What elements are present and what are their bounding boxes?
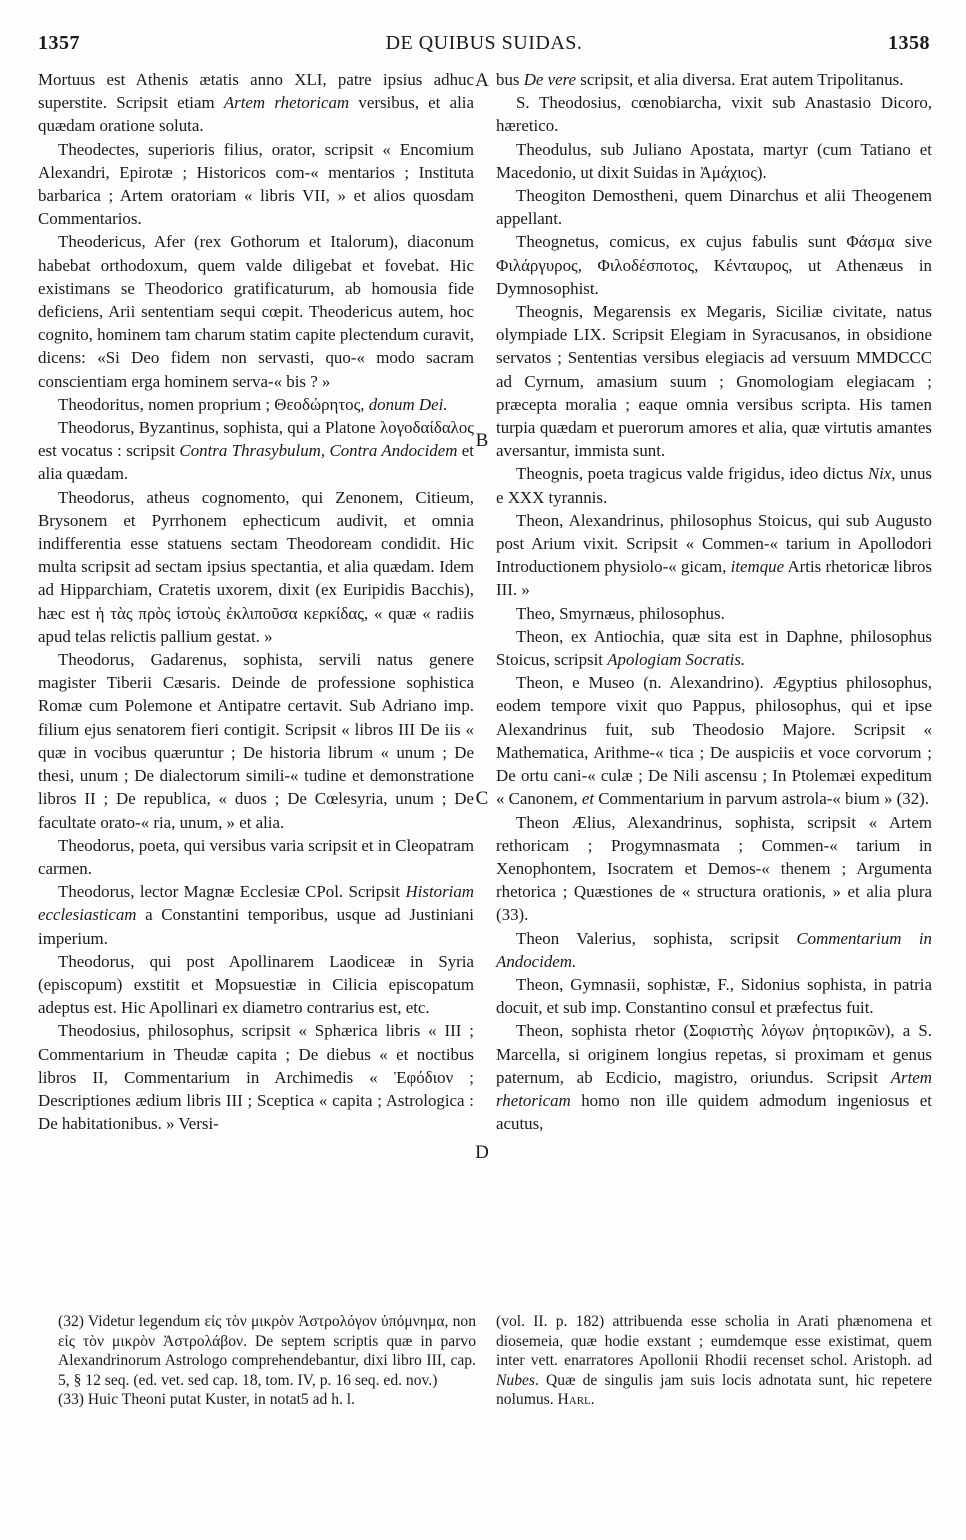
text-run: Theodectes, superioris filius, orator, scripsit « Encomium Alexandri, Epirotæ ; Historicos com-« mentarios ; Instituta barbarica ; Artem oratoriam « libris VII, » et alios quosdam Commentarios. [38, 139, 474, 229]
italic-text: Nix [867, 464, 892, 484]
entry-paragraph [496, 138, 932, 184]
italic-text: Artem rhetoricam [496, 1067, 932, 1110]
margin-letter-b: B [475, 430, 489, 451]
text-run: bus [496, 70, 524, 89]
text-run: Theo, Smyrnæus, philosophus. [516, 603, 725, 623]
text-run: a Constantini temporibus, usque ad Justiniani imperium. [38, 905, 474, 948]
margin-letter-c: C [475, 788, 489, 809]
right-column [496, 68, 932, 1135]
running-title: DE QUIBUS SUIDAS. [385, 32, 583, 54]
italic-text: donum Dei. [368, 394, 448, 414]
text-run: Theogiton Demostheni, quem Dinarchus et alii Theogenem appellant. [496, 186, 932, 229]
left-column [38, 68, 474, 1135]
text-run: (33) Huic Theoni putat Kuster, in notat5 ad h. l. [58, 1391, 356, 1408]
entry-paragraph [496, 973, 932, 1019]
entry-paragraph [38, 834, 474, 880]
italic-text: Artem rhetoricam [223, 93, 350, 113]
text-run: . Quæ de singulis jam suis locis adnotata sunt, hic repetere nolumus. [496, 1371, 932, 1408]
entry-paragraph [496, 811, 932, 927]
italic-text: De vere [523, 70, 577, 89]
text-run: Theodorus, Gadarenus, sophista, servili natus genere magister Tiberii Cæsaris. Deinde de professione sophistica Romæ cum Polemone et Antipatre certavit. Sub Adriano imp. filium ejus senatorem fieri contigit. Scripsit « libros III De iis « quæ in vocibus quæruntur ; De historia librum « unum ; De thesi, unum ; De dialectorum simili-« tudine et demonstratione libros II ; De republica, « duos ; De Cœlesyria, unum ; De facultate orato-« ria, unum, » et alia. [38, 650, 474, 832]
entry-paragraph [496, 602, 932, 625]
entry-paragraph [38, 230, 474, 392]
text-run: Theon, sophista rhetor (Σοφιστὴς λόγων ῥητορικῶν), a S. Marcella, si originem longius repetas, si proximam et genus paternum, ab Ecdicio, magistro, oriundus. Scripsit [496, 1021, 932, 1087]
text-run: (32) Videtur legendum εἰς τὸν μικρὸν Ἀστρολόγον ὑπόμνημα, non εἰς τὸν μικρὸν Ἀστρολάβον. De septem scriptis quæ in parvo Alexandrinorum Astrologo comprehendebantur, dixi libro III, cap. 5, § 12 seq. (ed. vet. sed cap. 18, tom. IV, p. 16 seq. ed. nov.) [58, 1313, 476, 1389]
text-run: Theodorus, poeta, qui versibus varia scripsit et in Cleopatram carmen. [38, 835, 474, 878]
italic-text: et [581, 789, 595, 809]
margin-letter-a: A [475, 70, 489, 91]
entry-paragraph [38, 393, 474, 416]
italic-text: Apologiam Socratis. [607, 650, 746, 670]
margin-letter-d: D [475, 1142, 489, 1163]
italic-text: Commentarium in Andocidem. [496, 928, 932, 971]
text-run: Theognis, poeta tragicus valde frigidus, ideo dictus [516, 464, 868, 484]
text-run: Theodoritus, nomen proprium ; Θεοδώρητος, [58, 394, 369, 414]
entry-paragraph [496, 927, 932, 973]
entry-paragraph [496, 1019, 932, 1135]
text-run: et alia quædam. [38, 441, 474, 484]
entry-paragraph [38, 1019, 474, 1135]
text-run: (vol. II. p. 182) attribuenda esse scholia in Arati phænomena et diosemeia, quæ hodie exstant ; eumdemque esse existimat, quem inter vett. enarratores Apollonii Rhodii recenset schol. Aristoph. ad [496, 1313, 932, 1369]
entry-paragraph [38, 486, 474, 648]
text-run: Commentarium in parvum astrola-« bium » (32). [594, 789, 929, 809]
text-run: Theognetus, comicus, ex cujus fabulis sunt Φάσμα sive Φιλάργυρος, Φιλοδέσποτος, Κένταυρος, ut Athenæus in Dymnosophist. [496, 232, 932, 298]
italic-text: Nubes [496, 1371, 535, 1389]
text-run: Theodorus, qui post Apollinarem Laodiceæ in Syria (episcopum) exstitit et Mopsuestiæ in Cilicia episcopatum adeptus est. Hic Apollinari ex diametro contrarius est, etc. [38, 951, 474, 1018]
text-run: Theon, Gymnasii, sophistæ, F., Sidonius sophista, in patria docuit, et sub imp. Constantino consul et præfectus fuit. [496, 974, 932, 1018]
text-run: Theodorus, lector Magnæ Ecclesiæ CPol. Scripsit [58, 882, 406, 902]
entry-paragraph [496, 91, 932, 137]
running-header [38, 32, 930, 60]
footnote [58, 1390, 476, 1410]
entry-paragraph [38, 648, 474, 834]
text-run: S. Theodosius, cœnobiarcha, vixit sub Anastasio Dicoro, hæretico. [496, 93, 932, 136]
entry-paragraph [496, 509, 932, 602]
text-run: Mortuus est Athenis ætatis anno XLI, patre ipsius adhuc superstite. Scripsit etiam [38, 70, 474, 113]
page-number-left: 1357 [38, 32, 80, 54]
italic-text: Historiam ecclesiasticam [38, 882, 474, 925]
small-caps-text: Harl. [557, 1391, 595, 1408]
text-run: , unus e XXX tyrannis. [496, 464, 932, 507]
entry-paragraph [38, 416, 474, 486]
text-run: Theodorus, atheus cognomento, qui Zenonem, Citieum, Brysonem et Pyrrhonem ephecticum audivit, et omnia indifferentia esse statuens sectam Theodoream condidit. Hic multa scripsit ad sectam ipsius spectantia, et alia quædam. Idem ad Hipparchiam, Cratetis uxorem, dixit (ex Euripidis Bacchis), hæc est ἡ τὰς πρὸς ἱστοὺς ἐκλιποῦσα κερκίδας, « quæ « radiis apud telas relictis pallium gestat. » [38, 487, 474, 646]
text-run: Theodericus, Afer (rex Gothorum et Italorum), diaconum habebat orthodoxum, quem valde diligebat et fovebat. Hic existimans se Theodorico gratificaturum, ab homousia fide deficiens, Arii sententiam sequi cœpit. Theodericus autem, hoc cognito, hominem tam charum statim capite plectendum curavit, dicens: «Si Deo fidem non servasti, quo-« modo sacram conscientiam erga hominem serva-« bis ? » [38, 232, 474, 391]
italic-text: Contra Thrasybulum, Contra Andocidem [179, 441, 458, 461]
text-run: versibus, et alia quædam oratione soluta. [38, 93, 474, 136]
text-run: Theon Valerius, sophista, scripsit [516, 928, 797, 948]
text-run: Theodosius, philosophus, scripsit « Sphærica libris « III ; Commentarium in Theudæ capita ; De diebus « et noctibus libros II, Commentarium in Archimedis « Ἐφόδιον ; Descriptiones ædium libris III ; Sceptica « capita ; Astrologica : De habitationibus. » Versi- [38, 1021, 474, 1134]
entry-paragraph [38, 68, 474, 138]
text-run: Theon, e Museo (n. Alexandrino). Ægyptius philosophus, eodem tempore vixit quo Pappus, philosophus, qui et ipse Alexandrinus fuit, sub Theodosio Majore. Scripsit « Mathematica, Arithme-« tica ; De auspiciis et voce corvorum ; De ortu cani-« culæ ; De Nili ascensu ; In Ptolemæi expeditum « Canonem, [496, 673, 932, 809]
entry-paragraph [496, 462, 932, 508]
footnotes-right [496, 1312, 932, 1410]
entry-paragraph [496, 625, 932, 671]
entry-paragraph [496, 184, 932, 230]
footnotes-left [58, 1312, 476, 1410]
footnote [58, 1312, 476, 1390]
text-run: Theognis, Megarensis ex Megaris, Siciliæ civitate, natus olympiade LIX. Scripsit Elegiam in Syracusanos, in obsidione servatos ; Sententias versibus elegiacis ad versuum MMDCCC ad Cyrnum, amasium suum ; Gnomologiam elegiacam ; præcepta moralia ; eaque omnia versibus scripta. His tamen turpia quædam et puerorum amores et alia, quæ virtutis amantes aversantur, immista sunt. [496, 302, 932, 461]
footnote [496, 1312, 932, 1410]
text-run: Theodorus, Byzantinus, sophista, qui a Platone λογοδαίδαλος est vocatus : scripsit [38, 418, 474, 461]
entry-paragraph [38, 880, 474, 950]
entry-paragraph [496, 671, 932, 810]
entry-paragraph [496, 300, 932, 462]
entry-paragraph [38, 950, 474, 1020]
entry-paragraph [496, 230, 932, 300]
text-run: Artis rhetoricæ libros III. » [496, 557, 932, 600]
text-run: Theon, Alexandrinus, philosophus Stoicus, qui sub Augusto post Arium vixit. Scripsit « Commen-« tarium in Apollodori Introductionem physiolo-« gicam, [496, 510, 932, 577]
text-run: Theodulus, sub Juliano Apostata, martyr (cum Tatiano et Macedonio, ut dixit Suidas in Ἀμάχιος). [496, 139, 932, 182]
italic-text: itemque [730, 557, 785, 577]
entry-paragraph [38, 138, 474, 231]
text-run: homo non ille quidem admodum ingeniosus et acutus, [496, 1090, 932, 1134]
text-run: scripsit, et alia diversa. Erat autem Tripolitanus. [576, 70, 904, 89]
text-run: Theon Ælius, Alexandrinus, sophista, scripsit « Artem rethoricam ; Progymnasmata ; Commen-« tarium in Xenophontem, Isocratem et Demos-« thenem ; Argumenta rhetorica ; Quæstiones de « structura orationis, » et alia plura (33). [496, 812, 932, 925]
entry-paragraph [496, 68, 932, 91]
text-run: Theon, ex Antiochia, quæ sita est in Daphne, philosophus Stoicus, scripsit [496, 626, 932, 670]
page-number-right: 1358 [888, 32, 930, 54]
